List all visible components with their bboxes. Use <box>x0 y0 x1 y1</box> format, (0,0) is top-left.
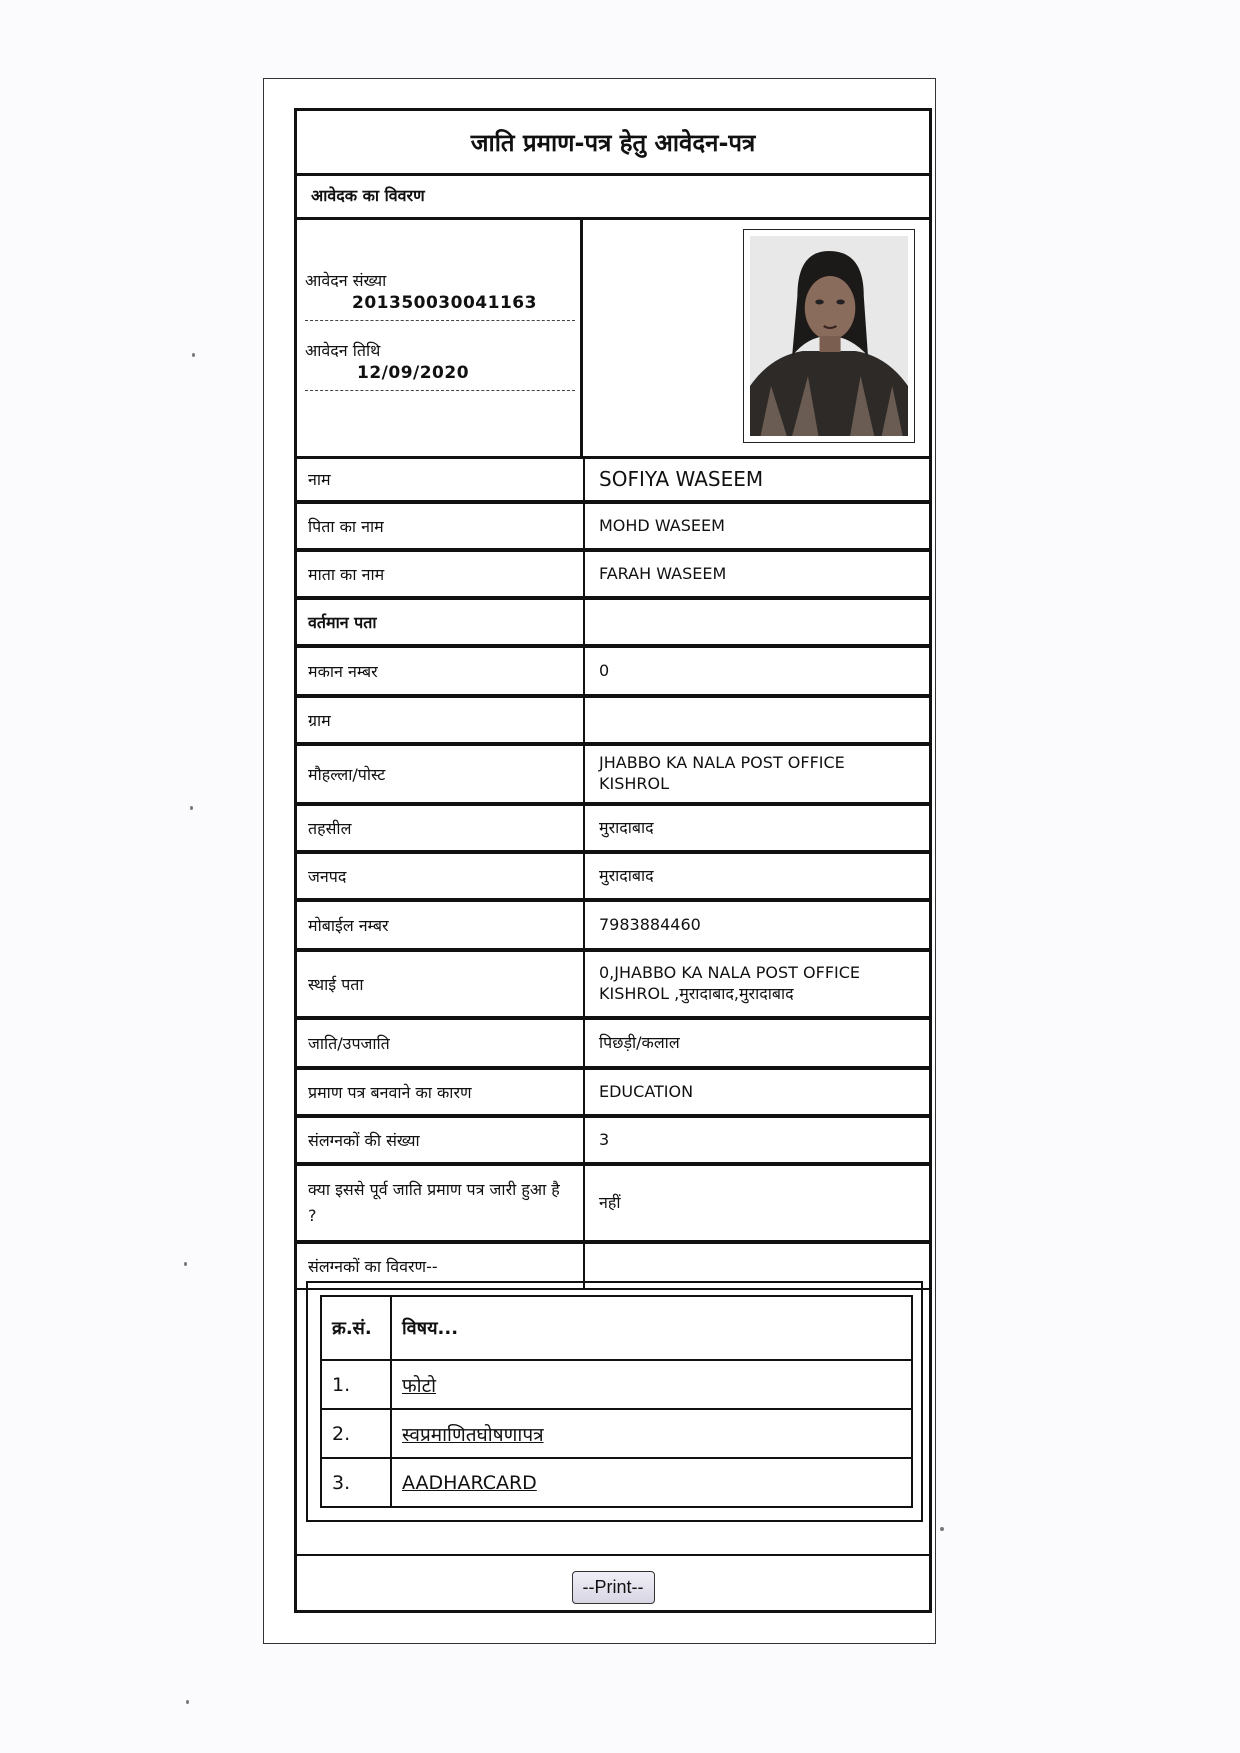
row-value: मुरादाबाद <box>583 852 932 900</box>
row-attachment-count <box>294 1116 932 1164</box>
divider <box>305 390 575 391</box>
photo-area <box>583 217 929 456</box>
row-label: संलग्नकों की संख्या <box>294 1116 583 1164</box>
row-label: मौहल्ला/पोस्ट <box>294 744 583 804</box>
application-date: 12/09/2020 <box>357 363 470 383</box>
serial-number: 3. <box>322 1459 392 1506</box>
attachments-header <box>322 1297 911 1359</box>
row-father-name <box>294 502 932 550</box>
row-mother-name <box>294 550 932 598</box>
row-permanent-address <box>294 950 932 1018</box>
row-value: नहीं <box>583 1164 932 1242</box>
scan-speck <box>186 1700 189 1704</box>
row-reason <box>294 1068 932 1116</box>
row-value: मुरादाबाद <box>583 804 932 852</box>
attachment-link[interactable]: फोटो <box>402 1374 437 1397</box>
application-number: 201350030041163 <box>352 293 537 313</box>
row-label: प्रमाण पत्र बनवाने का कारण <box>294 1068 583 1116</box>
attachments-section <box>306 1281 923 1522</box>
row-label: मकान नम्बर <box>294 646 583 696</box>
row-label: जाति/उपजाति <box>294 1018 583 1068</box>
row-value <box>583 696 932 744</box>
row-value: 7983884460 <box>583 900 932 950</box>
table-row <box>322 1408 911 1457</box>
serial-number: 1. <box>322 1361 392 1408</box>
row-house-number <box>294 646 932 696</box>
table-row <box>322 1457 911 1506</box>
row-label: मोबाईल नम्बर <box>294 900 583 950</box>
row-value: JHABBO KA NALA POST OFFICE KISHROL <box>583 744 932 804</box>
row-caste <box>294 1018 932 1068</box>
row-label: क्या इससे पूर्व जाति प्रमाण पत्र जारी हुआ है ? <box>294 1164 583 1242</box>
section-heading: आवेदक का विवरण <box>297 173 929 220</box>
row-label: नाम <box>294 456 583 502</box>
attachment-link[interactable]: स्वप्रमाणितघोषणापत्र <box>402 1423 544 1446</box>
attachments-table <box>320 1295 913 1508</box>
row-label: जनपद <box>294 852 583 900</box>
application-form <box>294 108 932 1613</box>
table-row <box>322 1359 911 1408</box>
row-label: माता का नाम <box>294 550 583 598</box>
scan-speck <box>192 353 195 357</box>
scan-speck <box>940 1527 944 1531</box>
row-locality-post <box>294 744 932 804</box>
row-label: वर्तमान पता <box>294 598 583 646</box>
row-value: SOFIYA WASEEM <box>583 456 932 502</box>
serial-number: 2. <box>322 1410 392 1457</box>
row-current-address <box>294 598 932 646</box>
row-value: 0 <box>583 646 932 696</box>
row-value: 0,JHABBO KA NALA POST OFFICE KISHROL ,मुरादाबाद,मुरादाबाद <box>583 950 932 1018</box>
applicant-photo <box>743 229 915 443</box>
scan-speck <box>190 806 193 810</box>
row-label: तहसील <box>294 804 583 852</box>
row-value: पिछड़ी/कलाल <box>583 1018 932 1068</box>
row-mobile-number <box>294 900 932 950</box>
row-value: MOHD WASEEM <box>583 502 932 550</box>
row-village <box>294 696 932 744</box>
row-label: पिता का नाम <box>294 502 583 550</box>
application-details <box>297 217 929 459</box>
row-value <box>583 598 932 646</box>
row-label: स्थाई पता <box>294 950 583 1018</box>
subject-header: विषय... <box>402 1318 459 1339</box>
row-value: EDUCATION <box>583 1068 932 1116</box>
row-name <box>294 456 932 502</box>
row-value: 3 <box>583 1116 932 1164</box>
print-button[interactable]: --Print-- <box>572 1571 655 1604</box>
scan-speck <box>184 1262 187 1266</box>
row-label: संलग्नकों का विवरण-- <box>294 1242 583 1290</box>
application-info <box>297 217 583 456</box>
row-value: FARAH WASEEM <box>583 550 932 598</box>
divider <box>305 320 575 321</box>
print-bar <box>294 1554 932 1618</box>
row-label: ग्राम <box>294 696 583 744</box>
row-tehsil <box>294 804 932 852</box>
application-date-label: आवेदन तिथि <box>305 341 381 360</box>
attachment-link[interactable]: AADHARCARD <box>402 1471 537 1494</box>
application-number-label: आवेदन संख्या <box>305 271 387 290</box>
row-district <box>294 852 932 900</box>
serial-header: क्र.सं. <box>322 1297 392 1359</box>
form-title: जाति प्रमाण-पत्र हेतु आवेदन-पत्र <box>297 111 929 176</box>
row-previous-certificate <box>294 1164 932 1242</box>
